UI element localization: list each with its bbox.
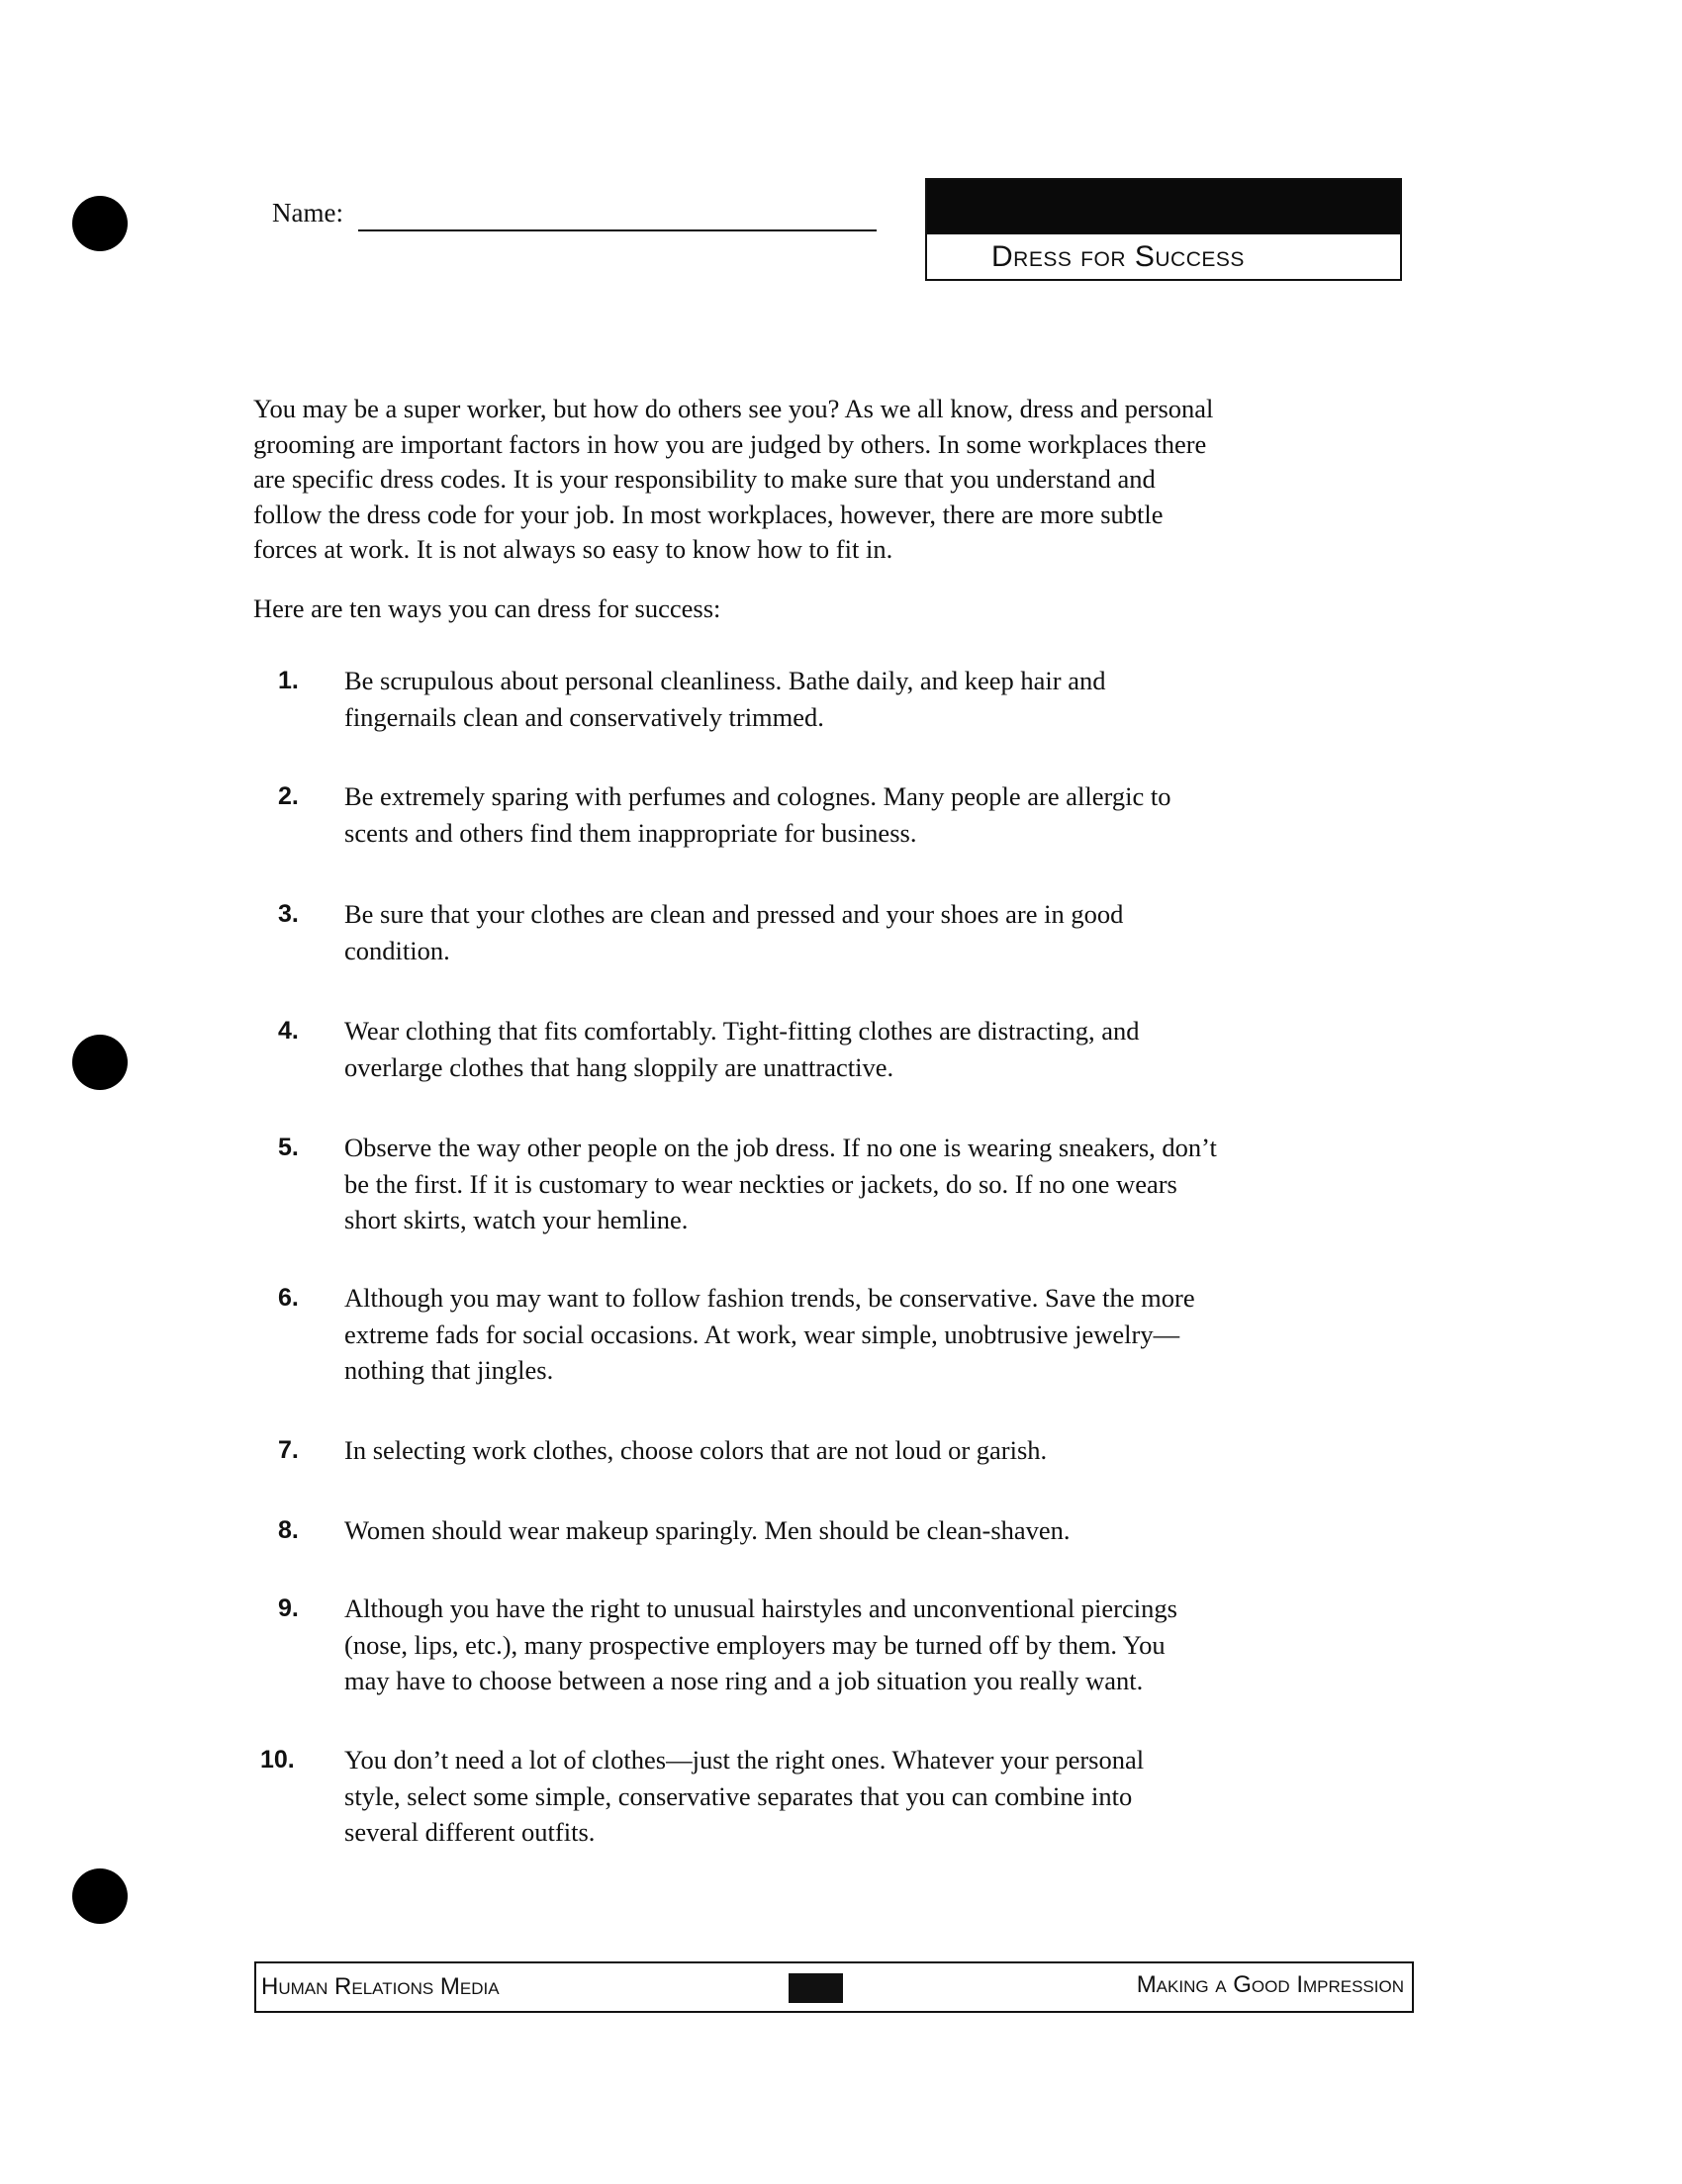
punch-hole bbox=[72, 196, 128, 251]
item-number: 10. bbox=[260, 1746, 295, 1774]
item-line: condition. bbox=[344, 935, 450, 965]
item-text bbox=[344, 896, 1123, 968]
item-number: 6. bbox=[278, 1284, 299, 1312]
item-line: Be extremely sparing with perfumes and colognes. Many people are allergic to bbox=[344, 781, 1171, 811]
item-line: nothing that jingles. bbox=[344, 1355, 554, 1385]
item-line: Be scrupulous about personal cleanliness. Bathe daily, and keep hair and bbox=[344, 666, 1106, 695]
item-text bbox=[344, 778, 1170, 851]
title-bar bbox=[927, 180, 1400, 234]
list-lead: Here are ten ways you can dress for success: bbox=[253, 593, 721, 623]
intro-line: are specific dress codes. It is your responsibility to make sure that you understand and bbox=[253, 464, 1156, 494]
item-number: 4. bbox=[278, 1017, 299, 1045]
item-number: 5. bbox=[278, 1134, 299, 1161]
punch-hole bbox=[72, 1035, 128, 1090]
item-number: 8. bbox=[278, 1516, 299, 1544]
intro-line: forces at work. It is not always so easy to know how to fit in. bbox=[253, 534, 893, 564]
item-line: style, select some simple, conservative separates that you can combine into bbox=[344, 1780, 1133, 1811]
item-line: may have to choose between a nose ring and a job situation you really want. bbox=[344, 1666, 1144, 1695]
item-line: In selecting work clothes, choose colors that are not loud or garish. bbox=[344, 1435, 1048, 1465]
item-text bbox=[344, 1013, 1140, 1085]
intro-line: grooming are important factors in how you are judged by others. In some workplaces there bbox=[253, 428, 1207, 459]
footer-unit-title: Making a Good Impression bbox=[1136, 1971, 1404, 1998]
item-number: 1. bbox=[278, 667, 299, 694]
item-line: scents and others find them inappropriate for business. bbox=[344, 817, 917, 848]
punch-hole bbox=[72, 1868, 128, 1924]
item-text bbox=[344, 1130, 1217, 1238]
item-text bbox=[344, 663, 1106, 735]
intro-paragraph bbox=[253, 392, 1213, 568]
item-text bbox=[344, 1432, 1047, 1469]
item-line: overlarge clothes that hang sloppily are unattractive. bbox=[344, 1051, 894, 1082]
item-line: Although you may want to follow fashion trends, be conservative. Save the more bbox=[344, 1283, 1195, 1313]
item-number: 9. bbox=[278, 1594, 299, 1622]
item-line: extreme fads for social occasions. At work, wear simple, unobtrusive jewelry— bbox=[344, 1319, 1180, 1349]
item-line: (nose, lips, etc.), many prospective employers may be turned off by them. You bbox=[344, 1629, 1166, 1660]
title-box bbox=[925, 178, 1402, 281]
item-number: 2. bbox=[278, 782, 299, 810]
item-line: several different outfits. bbox=[344, 1817, 596, 1847]
item-line: You don’t need a lot of clothes—just the right ones. Whatever your personal bbox=[344, 1745, 1145, 1774]
name-field[interactable] bbox=[358, 229, 877, 231]
footer-publisher: Human Relations Media bbox=[261, 1973, 500, 2000]
item-line: Women should wear makeup sparingly. Men should be clean-shaven. bbox=[344, 1515, 1071, 1545]
item-number: 3. bbox=[278, 900, 299, 928]
item-line: Wear clothing that fits comfortably. Tight-fitting clothes are distracting, and bbox=[344, 1016, 1140, 1046]
item-number: 7. bbox=[278, 1436, 299, 1464]
item-line: Be sure that your clothes are clean and pressed and your shoes are in good bbox=[344, 899, 1124, 929]
item-text bbox=[344, 1512, 1071, 1549]
intro-line: You may be a super worker, but how do others see you? As we all know, dress and personal bbox=[253, 394, 1214, 423]
item-line: short skirts, watch your hemline. bbox=[344, 1205, 689, 1234]
item-line: Although you have the right to unusual hairstyles and unconventional piercings bbox=[344, 1593, 1177, 1623]
item-text bbox=[344, 1280, 1195, 1389]
item-line: Observe the way other people on the job dress. If no one is wearing sneakers, don’t bbox=[344, 1133, 1217, 1162]
item-line: be the first. If it is customary to wear neckties or jackets, do so. If no one wears bbox=[344, 1168, 1177, 1199]
item-text bbox=[344, 1742, 1144, 1851]
page-number-box bbox=[789, 1973, 843, 2003]
page-title: Dress for Success bbox=[991, 240, 1245, 273]
intro-line: follow the dress code for your job. In most workplaces, however, there are more subtle bbox=[253, 499, 1164, 529]
name-label: Name: bbox=[272, 198, 343, 228]
item-line: fingernails clean and conservatively trimmed. bbox=[344, 701, 824, 732]
item-text bbox=[344, 1591, 1177, 1699]
footer bbox=[254, 1961, 1414, 2013]
